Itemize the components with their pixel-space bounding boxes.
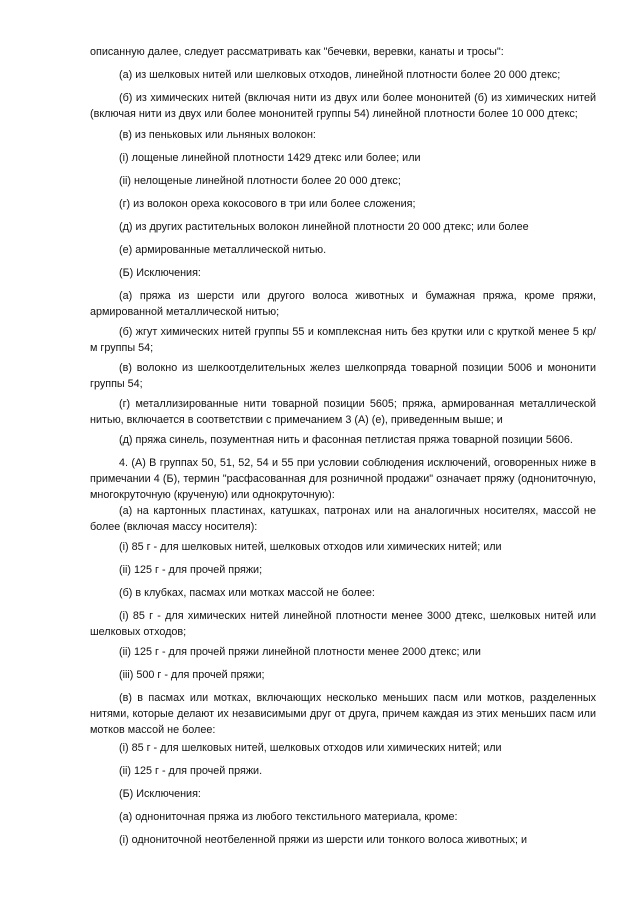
paragraph-a-silk: (а) из шелковых нитей или шелковых отходов, линейной плотности более 20 000 дтекс; — [119, 69, 561, 81]
paragraph-exceptions-heading: (Б) Исключения: — [119, 267, 201, 279]
paragraph-g-coconut: (г) из волокон ореха кокосового в три или более сложения; — [119, 198, 416, 210]
paragraph-retail-v-i: (i) 85 г - для шелковых нитей, шелковых отходов или химических нитей; или — [119, 742, 502, 754]
paragraph-ii-unpolished: (ii) нелощеные линейной плотности более 20 000 дтекс; — [119, 175, 401, 187]
paragraph-retail-b-ii: (ii) 125 г - для прочей пряжи линейной плотности менее 2000 дтекс; или — [119, 646, 481, 658]
paragraph-exception-a: (а) пряжа из шерсти или другого волоса животных и бумажная пряжа, кроме пряжи, армированной металлической нитью; — [90, 290, 596, 318]
paragraph-v-hemp: (в) из пеньковых или льняных волокон: — [119, 129, 316, 141]
paragraph-note-4: 4. (А) В группах 50, 51, 52, 54 и 55 при условии соблюдения исключений, оговоренных ниже в примечании 4 (Б), термин "расфасованная для розничной продажи" означает пряжу (однониточную, многокруточную (крученую) или однокруточную): — [90, 457, 596, 501]
paragraph-exception-v: (в) волокно из шелкоотделительных желез шелкопряда товарной позиции 5006 и мононити группы 54; — [90, 362, 596, 390]
paragraph-exception-d: (д) пряжа синель, позументная нить и фасонная петлистая пряжа товарной позиции 5606. — [119, 434, 573, 446]
paragraph-exception-g: (г) металлизированные нити товарной позиции 5605; пряжа, армированная металлической нитью, включается в соответствии с примечанием 3 (А) (е), приведенным выше; и — [90, 398, 596, 426]
paragraph-retail-a-i: (i) 85 г - для шелковых нитей, шелковых отходов или химических нитей; или — [119, 541, 502, 553]
paragraph-retail-v-ii: (ii) 125 г - для прочей пряжи. — [119, 765, 263, 777]
paragraph-exceptions-heading-2: (Б) Исключения: — [119, 788, 201, 800]
paragraph-exception-2-a-i: (i) однониточной неотбеленной пряжи из шерсти или тонкого волоса животных; и — [119, 834, 527, 846]
paragraph-d-vegetable: (д) из других растительных волокон линейной плотности 20 000 дтекс; или более — [119, 221, 529, 233]
paragraph-retail-b-iii: (iii) 500 г - для прочей пряжи; — [119, 669, 265, 681]
paragraph-retail-v: (в) в пасмах или мотках, включающих несколько меньших пасм или мотков, разделенных нитями, которые делают их независимыми друг от друга, причем каждая из этих меньших пасм или мотков массой не более: — [90, 692, 596, 736]
paragraph-retail-a: (а) на картонных пластинах, катушках, патронах или на аналогичных носителях, массой не более (включая массу носителя): — [90, 505, 596, 533]
paragraph-exception-2-a: (а) однониточная пряжа из любого текстильного материала, кроме: — [119, 811, 458, 823]
paragraph-retail-b: (б) в клубках, пасмах или мотках массой не более: — [119, 587, 375, 599]
paragraph-retail-b-i: (i) 85 г - для химических нитей линейной плотности менее 3000 дтекс, шелковых нитей или шелковых отходов; — [90, 610, 596, 638]
paragraph-retail-a-ii: (ii) 125 г - для прочей пряжи; — [119, 564, 263, 576]
paragraph-exception-b: (б) жгут химических нитей группы 55 и комплексная нить без крутки или с круткой менее 5 кр/м группы 54; — [90, 326, 596, 354]
paragraph-b-chemical: (б) из химических нитей (включая нити из двух или более мононитей (б) из химических нитей (включая нити из двух или более мононитей группы 54) линейной плотности более 10 000 дтекс; — [90, 92, 596, 120]
paragraph-continuation: описанную далее, следует рассматривать как "бечевки, веревки, канаты и тросы": — [90, 46, 504, 58]
paragraph-i-polished: (i) лощеные линейной плотности 1429 дтекс или более; или — [119, 152, 421, 164]
paragraph-e-metal: (е) армированные металлической нитью. — [119, 244, 327, 256]
